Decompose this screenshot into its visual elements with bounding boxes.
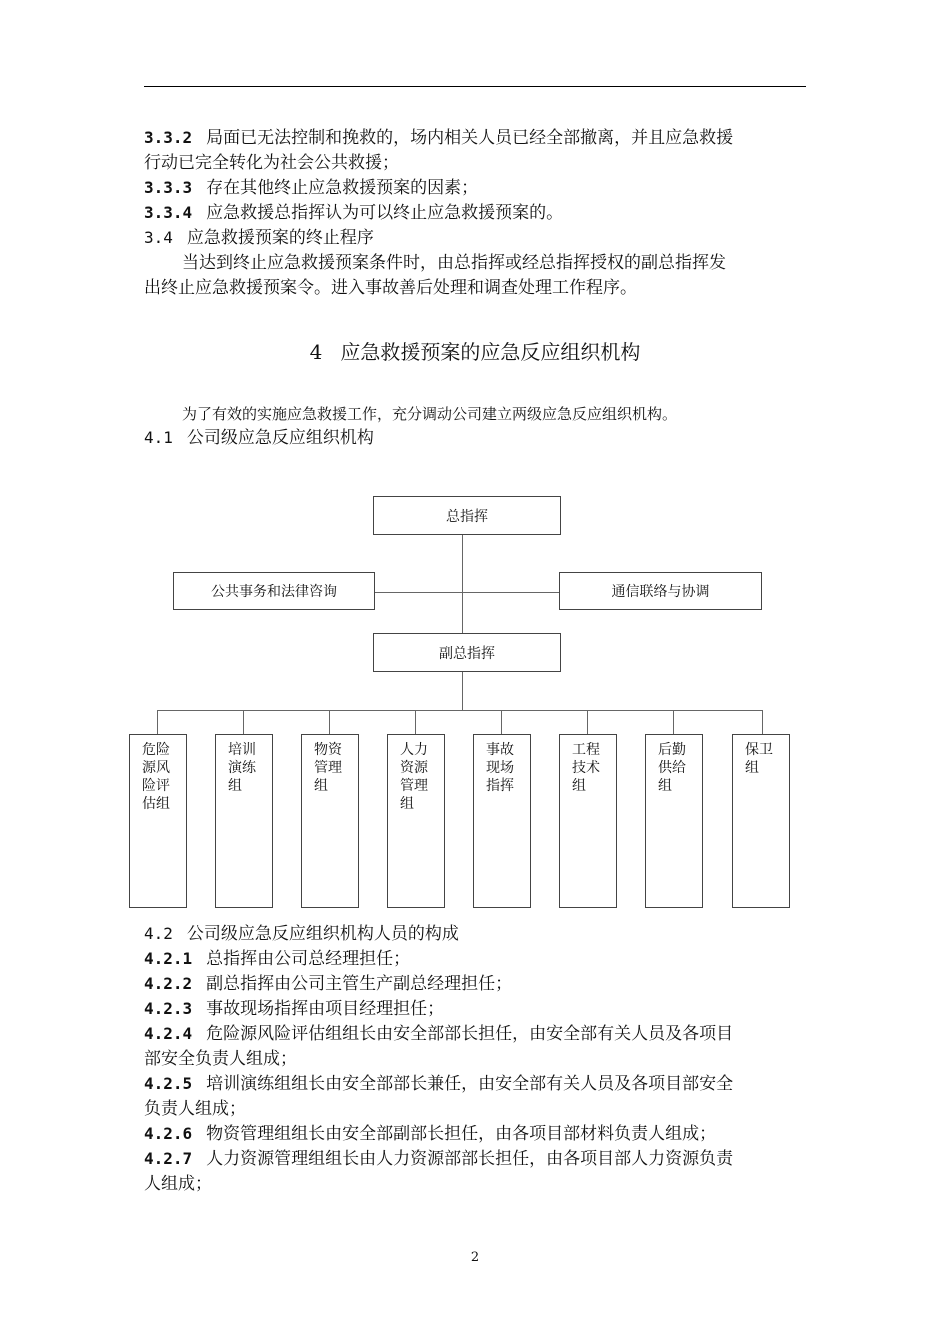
clause-4-1 xyxy=(144,426,374,450)
connector-main-vertical xyxy=(462,534,463,634)
section-heading xyxy=(0,338,950,366)
clause-text: 局面已无法控制和挽救的，场内相关人员已经全部撤离，并且应急救援 xyxy=(206,128,734,148)
clause-3-3-4 xyxy=(144,201,563,225)
section-title: 应急救援预案的应急反应组织机构 xyxy=(340,340,641,364)
connector-side-horizontal xyxy=(374,592,560,593)
clause-number: 3.3.4 xyxy=(144,203,193,222)
org-group-logistics xyxy=(645,734,703,908)
group-label: 培训演练组 xyxy=(228,742,256,794)
clause-number: 4.1 xyxy=(144,428,173,447)
clause-number: 3.3.2 xyxy=(144,128,193,147)
connector-group-drop xyxy=(243,710,244,734)
org-group-site-command xyxy=(473,734,531,908)
clause-text: 事故现场指挥由项目经理担任； xyxy=(206,999,445,1019)
connector-deputy-down xyxy=(462,671,463,710)
connector-group-drop xyxy=(587,710,588,734)
clause-4-2-7 xyxy=(144,1147,733,1171)
clause-text: 公司级应急反应组织机构 xyxy=(186,428,374,448)
clause-number: 4.2.3 xyxy=(144,999,193,1018)
group-label: 事故现场指挥 xyxy=(486,742,514,794)
clause-number: 4.2.2 xyxy=(144,974,193,993)
clause-3-3-2 xyxy=(144,126,733,150)
connector-group-drop xyxy=(329,710,330,734)
clause-4-2-2 xyxy=(144,972,512,996)
clause-3-4-body: 当达到终止应急救援预案条件时，由总指挥或经总指挥授权的副总指挥发 xyxy=(182,253,726,273)
section-number: 4 xyxy=(309,340,323,364)
clause-4-2-7-cont: 人组成； xyxy=(144,1174,212,1194)
connector-group-drop xyxy=(501,710,502,734)
group-label: 危险源风险评估组 xyxy=(142,742,170,812)
group-label: 保卫组 xyxy=(745,742,773,776)
clause-text: 副总指挥由公司主管生产副总经理担任； xyxy=(206,974,513,994)
clause-4-2-3 xyxy=(144,997,444,1021)
clause-number: 4.2.4 xyxy=(144,1024,193,1043)
page-number: 2 xyxy=(470,1250,480,1265)
org-box-public-affairs: 公共事务和法律咨询 xyxy=(173,572,375,610)
org-group-materials xyxy=(301,734,359,908)
group-label: 人力资源管理组 xyxy=(400,742,428,812)
group-label: 物资管理组 xyxy=(314,742,342,794)
org-group-engineering xyxy=(559,734,617,908)
clause-number: 4.2.6 xyxy=(144,1124,193,1143)
clause-number: 3.3.3 xyxy=(144,178,193,197)
connector-group-drop xyxy=(415,710,416,734)
clause-number: 4.2.7 xyxy=(144,1149,193,1168)
clause-text: 人力资源管理组组长由人力资源部部长担任，由各项目部人力资源负责 xyxy=(206,1149,734,1169)
connector-group-drop xyxy=(157,710,158,734)
group-label: 后勤供给组 xyxy=(658,742,686,794)
clause-number: 4.2.5 xyxy=(144,1074,193,1093)
org-box-deputy-commander: 副总指挥 xyxy=(373,633,561,672)
clause-text: 存在其他终止应急救援预案的因素； xyxy=(206,178,479,198)
org-box-communications: 通信联络与协调 xyxy=(559,572,762,610)
clause-text: 应急救援总指挥认为可以终止应急救援预案的。 xyxy=(206,203,564,223)
clause-text: 总指挥由公司总经理担任； xyxy=(206,949,411,969)
clause-3-3-3 xyxy=(144,176,478,200)
clause-3-3-2-cont: 行动已完全转化为社会公共救援； xyxy=(144,153,399,173)
clause-text: 危险源风险评估组组长由安全部部长担任，由安全部有关人员及各项目 xyxy=(206,1024,734,1044)
org-box-commander: 总指挥 xyxy=(373,496,561,535)
group-label: 工程技术组 xyxy=(572,742,600,794)
org-group-risk-assessment xyxy=(129,734,187,908)
clause-4-2-1 xyxy=(144,947,410,971)
clause-number: 4.2.1 xyxy=(144,949,193,968)
section-intro: 为了有效的实施应急救援工作，充分调动公司建立两级应急反应组织机构。 xyxy=(182,405,678,423)
clause-text: 应急救援预案的终止程序 xyxy=(186,228,374,248)
connector-group-drop xyxy=(673,710,674,734)
clause-3-4-body-cont: 出终止应急救援预案令。进入事故善后处理和调查处理工作程序。 xyxy=(144,278,637,298)
org-group-security xyxy=(732,734,790,908)
clause-4-2-4-cont: 部安全负责人组成； xyxy=(144,1049,297,1069)
clause-number: 4.2 xyxy=(144,924,173,943)
clause-3-4 xyxy=(144,226,374,250)
clause-4-2-6 xyxy=(144,1122,716,1146)
clause-4-2-5-cont: 负责人组成； xyxy=(144,1099,246,1119)
org-group-hr xyxy=(387,734,445,908)
clause-4-2-5 xyxy=(144,1072,733,1096)
clause-4-2 xyxy=(144,922,459,946)
clause-4-2-4 xyxy=(144,1022,733,1046)
clause-number: 3.4 xyxy=(144,228,173,247)
clause-text: 培训演练组组长由安全部部长兼任，由安全部有关人员及各项目部安全 xyxy=(206,1074,734,1094)
header-rule xyxy=(144,86,806,87)
org-group-training xyxy=(215,734,273,908)
connector-group-drop xyxy=(762,710,763,734)
clause-text: 公司级应急反应组织机构人员的构成 xyxy=(186,924,459,944)
clause-text: 物资管理组组长由安全部副部长担任，由各项目部材料负责人组成； xyxy=(206,1124,717,1144)
